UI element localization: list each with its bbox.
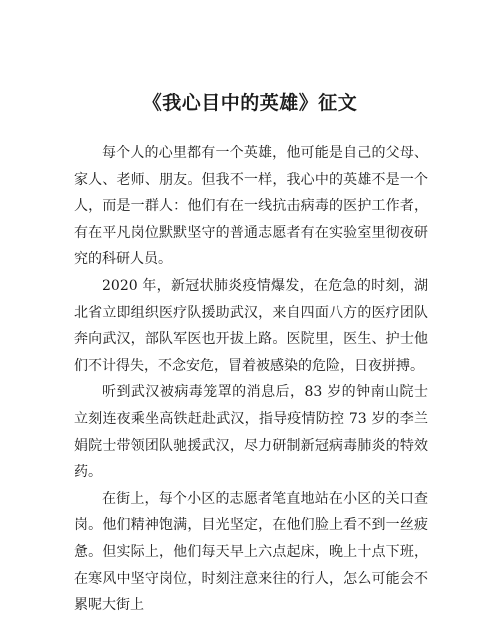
paragraph: 听到武汉被病毒笼罩的消息后，83 岁的钟南山院士立刻连夜乘坐高铁赶赴武汉，指导疫情防控 73 岁的李兰娟院士带领团队驰援武汉，尽力研制新冠病毒肺炎的特效药。 bbox=[74, 384, 428, 481]
document-body bbox=[74, 140, 428, 619]
paragraph: 在街上，每个小区的志愿者笔直地站在小区的关口查岗。他们精神饱满，目光坚定，在他们脸上看不到一丝疲惫。但实际上，他们每天早上六点起床，晚上十点下班，在寒风中坚守岗位，时刻注意来往的行人，怎么可能会不累呢大街上 bbox=[74, 490, 428, 614]
document-title: 《我心目中的英雄》征文 bbox=[142, 92, 358, 114]
paragraph: 每个人的心里都有一个英雄，他可能是自己的父母、家人、老师、朋友。但我不一样，我心中的英雄不是一个人，而是一群人：他们有在一线抗击病毒的医护工作者，有在平凡岗位默默坚守的普通志愿者有在实验室里彻夜研究的科研人员。 bbox=[74, 145, 428, 268]
paragraph: 2020 年，新冠状肺炎疫情爆发，在危急的时刻，湖北省立即组织医疗队援助武汉，来自四面八方的医疗团队奔向武汉，部队军医也开拔上路。医院里，医生、护士他们不计得失，不念安危，冒着被感染的危险，日夜拼搏。 bbox=[74, 277, 428, 374]
